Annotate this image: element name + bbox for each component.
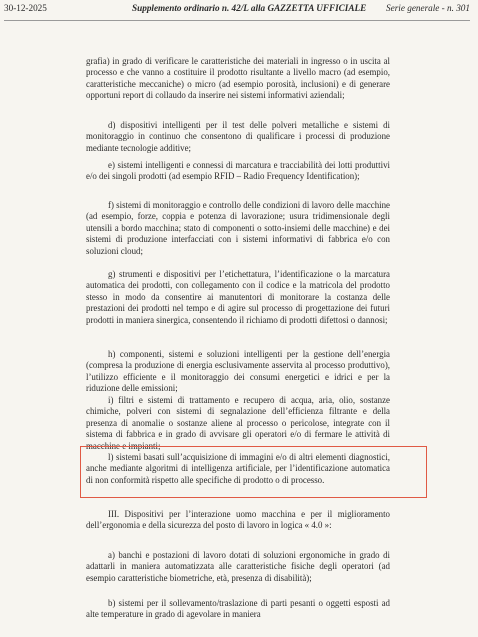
section-iii-heading: III. Dispositivi per l’interazione uomo macchina e per il miglioramento dell’ergonomia e della sicurezza del posto di lavoro in logica « 4.0 »: (86, 509, 390, 531)
highlight-box (80, 446, 427, 498)
paragraph-i: i) filtri e sistemi di trattamento e recupero di acqua, aria, olio, sostanze chimiche, polveri con sistemi di segnalazione dell’efficienza filtrante e della presenza di anomalie o sostanze aliene al processo o pericolose, integrate con il sistema di fabbrica e in grado di avvisare gli operatori e/o di fermare le attività di macchine e impianti; (86, 395, 390, 451)
paragraph-l: l) sistemi basati sull’acquisizione di immagini e/o di altri elementi diagnostici, anche mediante algoritmi di intelligenza artificiale, per l’identificazione automatica di non conformità rispetto alle specifiche di prodotto o di processo. (86, 452, 390, 485)
paragraph-a: a) banchi e postazioni di lavoro dotati di soluzioni ergonomiche in grado di adattarli in maniera automatizzata alle caratteristiche fisiche degli operatori (ad esempio caratteristiche biometriche, età, presenza di disabilità); (86, 550, 390, 583)
paragraph-intro: grafia) in grado di verificare le caratteristiche dei materiali in ingresso o in uscita al processo e che vanno a costituire il prodotto risultante a livello macro (ad esempio, caratteristiche meccaniche) o micro (ad esempio porosità, inclusioni) e di generare opportuni report di collaudo da inserire nei sistemi informativi aziendali; (86, 56, 390, 101)
paragraph-e: e) sistemi intelligenti e connessi di marcatura e tracciabilità dei lotti produttivi e/o dei singoli prodotti (ad esempio RFID – Radio Frequency Identification); (86, 160, 390, 182)
paragraph-h: h) componenti, sistemi e soluzioni intelligenti per la gestione dell’energia (compresa la produzione di energia esclusivamente asservita al processo produttivo), l’utilizzo efficiente e il monitoraggio dei consumi energetici e idrici e per la riduzione delle emissioni; (86, 349, 390, 394)
header-series: Serie generale - n. 301 (386, 3, 470, 13)
page-header (4, 3, 470, 19)
paragraph-f: f) sistemi di monitoraggio e controllo delle condizioni di lavoro delle macchine (ad esempio, forze, coppia e potenza di lavorazione; usura tridimensionale degli utensili a bordo macchina; stato di componenti o sotto-insiemi delle macchine) e dei sistemi di produzione interfacciati con i sistemi informativi di fabbrica e/o con soluzioni cloud; (86, 200, 390, 256)
paragraph-b: b) sistemi per il sollevamento/traslazione di parti pesanti o oggetti esposti ad alte temperature in grado di agevolare in maniera (86, 598, 390, 620)
header-date: 30-12-2025 (4, 3, 47, 13)
paragraph-g: g) strumenti e dispositivi per l’etichettatura, l’identificazione o la marcatura automatica dei prodotti, con collegamento con il codice e la matricola del prodotto stesso in modo da consentire ai manutentori di monitorare la costanza delle prestazioni dei prodotti nel tempo e di agire sul processo di progettazione dei futuri prodotti in maniera sinergica, consentendo il richiamo di prodotti difettosi o dannosi; (86, 269, 390, 325)
header-divider (4, 20, 470, 21)
header-publication: Supplemento ordinario n. 42/L alla GAZZETTA UFFICIALE (132, 3, 367, 13)
paragraph-d: d) dispositivi intelligenti per il test delle polveri metalliche e sistemi di monitoraggio in continuo che consentono di qualificare i processi di produzione mediante tecnologie additive; (86, 120, 390, 153)
